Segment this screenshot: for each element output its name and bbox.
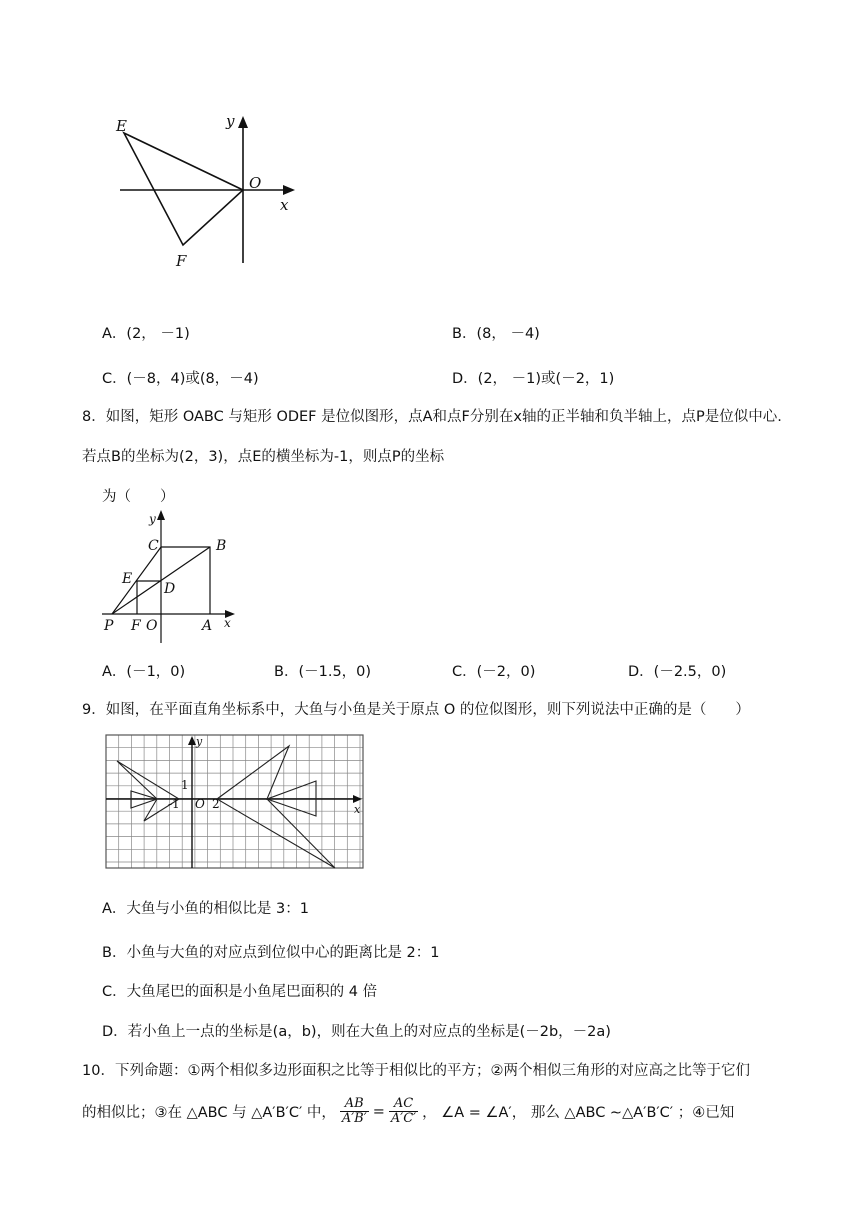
q8-rect-odef — [137, 581, 161, 614]
q9-stem: 9．如图，在平面直角坐标系中，大鱼与小鱼是关于原点 O 的位似图形，则下列说法中正确的是（ ） — [82, 702, 750, 718]
q8-label-C: C — [148, 538, 159, 554]
q9-option-d: D．若小鱼上一点的坐标是(a，b)，则在大鱼上的对应点的坐标是(－2b，－2a) — [102, 1024, 611, 1040]
q7-option-d: D．(2， －1)或(－2，1) — [452, 371, 615, 387]
q8-stem-line1: 8．如图，矩形 OABC 与矩形 ODEF 是位似图形，点A和点F分别在x轴的正半轴和负半轴上，点P是位似中心. — [82, 409, 782, 425]
q7-option-b: B．(8， －4) — [452, 326, 540, 342]
q10-frac1-denominator: A′B′ — [341, 1111, 367, 1127]
q9-label-2: 2 — [212, 797, 220, 811]
q9-label-O: O — [195, 797, 205, 811]
q8-option-a: A．(－1，0) — [102, 664, 186, 680]
q10-stem-line2 — [82, 1097, 734, 1127]
q10-stem-line1: 10．下列命题：①两个相似多边形面积之比等于相似比的平方；②两个相似三角形的对应高之比等于它们 — [82, 1063, 750, 1079]
q7-label-F: F — [176, 252, 187, 270]
q9-label-neg1: -1 — [168, 797, 180, 811]
q10-frac2-denominator: A′C′ — [390, 1111, 417, 1127]
q8-label-E: E — [122, 571, 133, 587]
q9-grid — [106, 735, 363, 868]
q7-figure — [110, 108, 310, 273]
q9-option-a: A．大鱼与小鱼的相似比是 3：1 — [102, 901, 309, 917]
q8-option-c: C．(－2，0) — [452, 664, 536, 680]
q9-label-y: y — [196, 735, 203, 748]
q8-label-O: O — [146, 618, 158, 634]
q8-label-P: P — [104, 618, 114, 634]
q8-option-b: B．(－1.5，0) — [274, 664, 372, 680]
q10-line2-part-b: ， ∠A = ∠A′， 那么 △ABC ∼△A′B′C′ ；④已知 — [422, 1105, 735, 1122]
q8-figure — [98, 505, 243, 645]
q7-label-x: x — [280, 196, 289, 214]
q8-label-x: x — [224, 616, 231, 630]
q8-label-D: D — [164, 581, 176, 597]
q10-fraction-ab — [340, 1097, 369, 1127]
q10-frac1-numerator: AB — [340, 1097, 369, 1112]
q9-option-c: C．大鱼尾巴的面积是小鱼尾巴面积的 4 倍 — [102, 984, 378, 1000]
q7-label-y: y — [226, 112, 235, 130]
q8-label-F: F — [131, 618, 141, 634]
q8-label-y: y — [149, 512, 156, 526]
q8-y-arrow-icon — [157, 510, 165, 520]
q7-option-c: C．(－8，4)或(8，－4) — [102, 371, 259, 387]
q9-label-x: x — [354, 803, 361, 816]
q9-figure — [104, 733, 368, 871]
q7-label-E: E — [116, 117, 127, 135]
q10-equals-sign: = — [372, 1103, 385, 1120]
q7-option-a: A．(2， －1) — [102, 326, 190, 342]
q9-frame — [106, 735, 363, 868]
q8-label-A: A — [202, 618, 213, 634]
q8-label-B: B — [216, 538, 227, 554]
q7-x-arrow-icon — [283, 185, 295, 195]
q10-fraction-ac — [389, 1097, 418, 1127]
q10-line2-part-a: 的相似比；③在 △ABC 与 △A′B′C′ 中， — [82, 1105, 336, 1122]
q9-big-fish — [217, 746, 335, 868]
q7-label-O: O — [249, 174, 262, 192]
q9-label-1: 1 — [181, 778, 189, 792]
q9-x-arrow-icon — [353, 795, 362, 803]
q8-option-d: D．(－2.5，0) — [628, 664, 727, 680]
q9-option-b: B．小鱼与大鱼的对应点到位似中心的距离比是 2：1 — [102, 945, 440, 961]
q10-frac2-numerator: AC — [389, 1097, 418, 1112]
q7-y-arrow-icon — [238, 116, 248, 128]
q8-stem-line2: 若点B的坐标为(2，3)，点E的横坐标为-1，则点P的坐标 — [82, 449, 445, 465]
q8-stem-line3: 为（ ） — [102, 489, 175, 505]
q7-triangle — [124, 133, 243, 245]
